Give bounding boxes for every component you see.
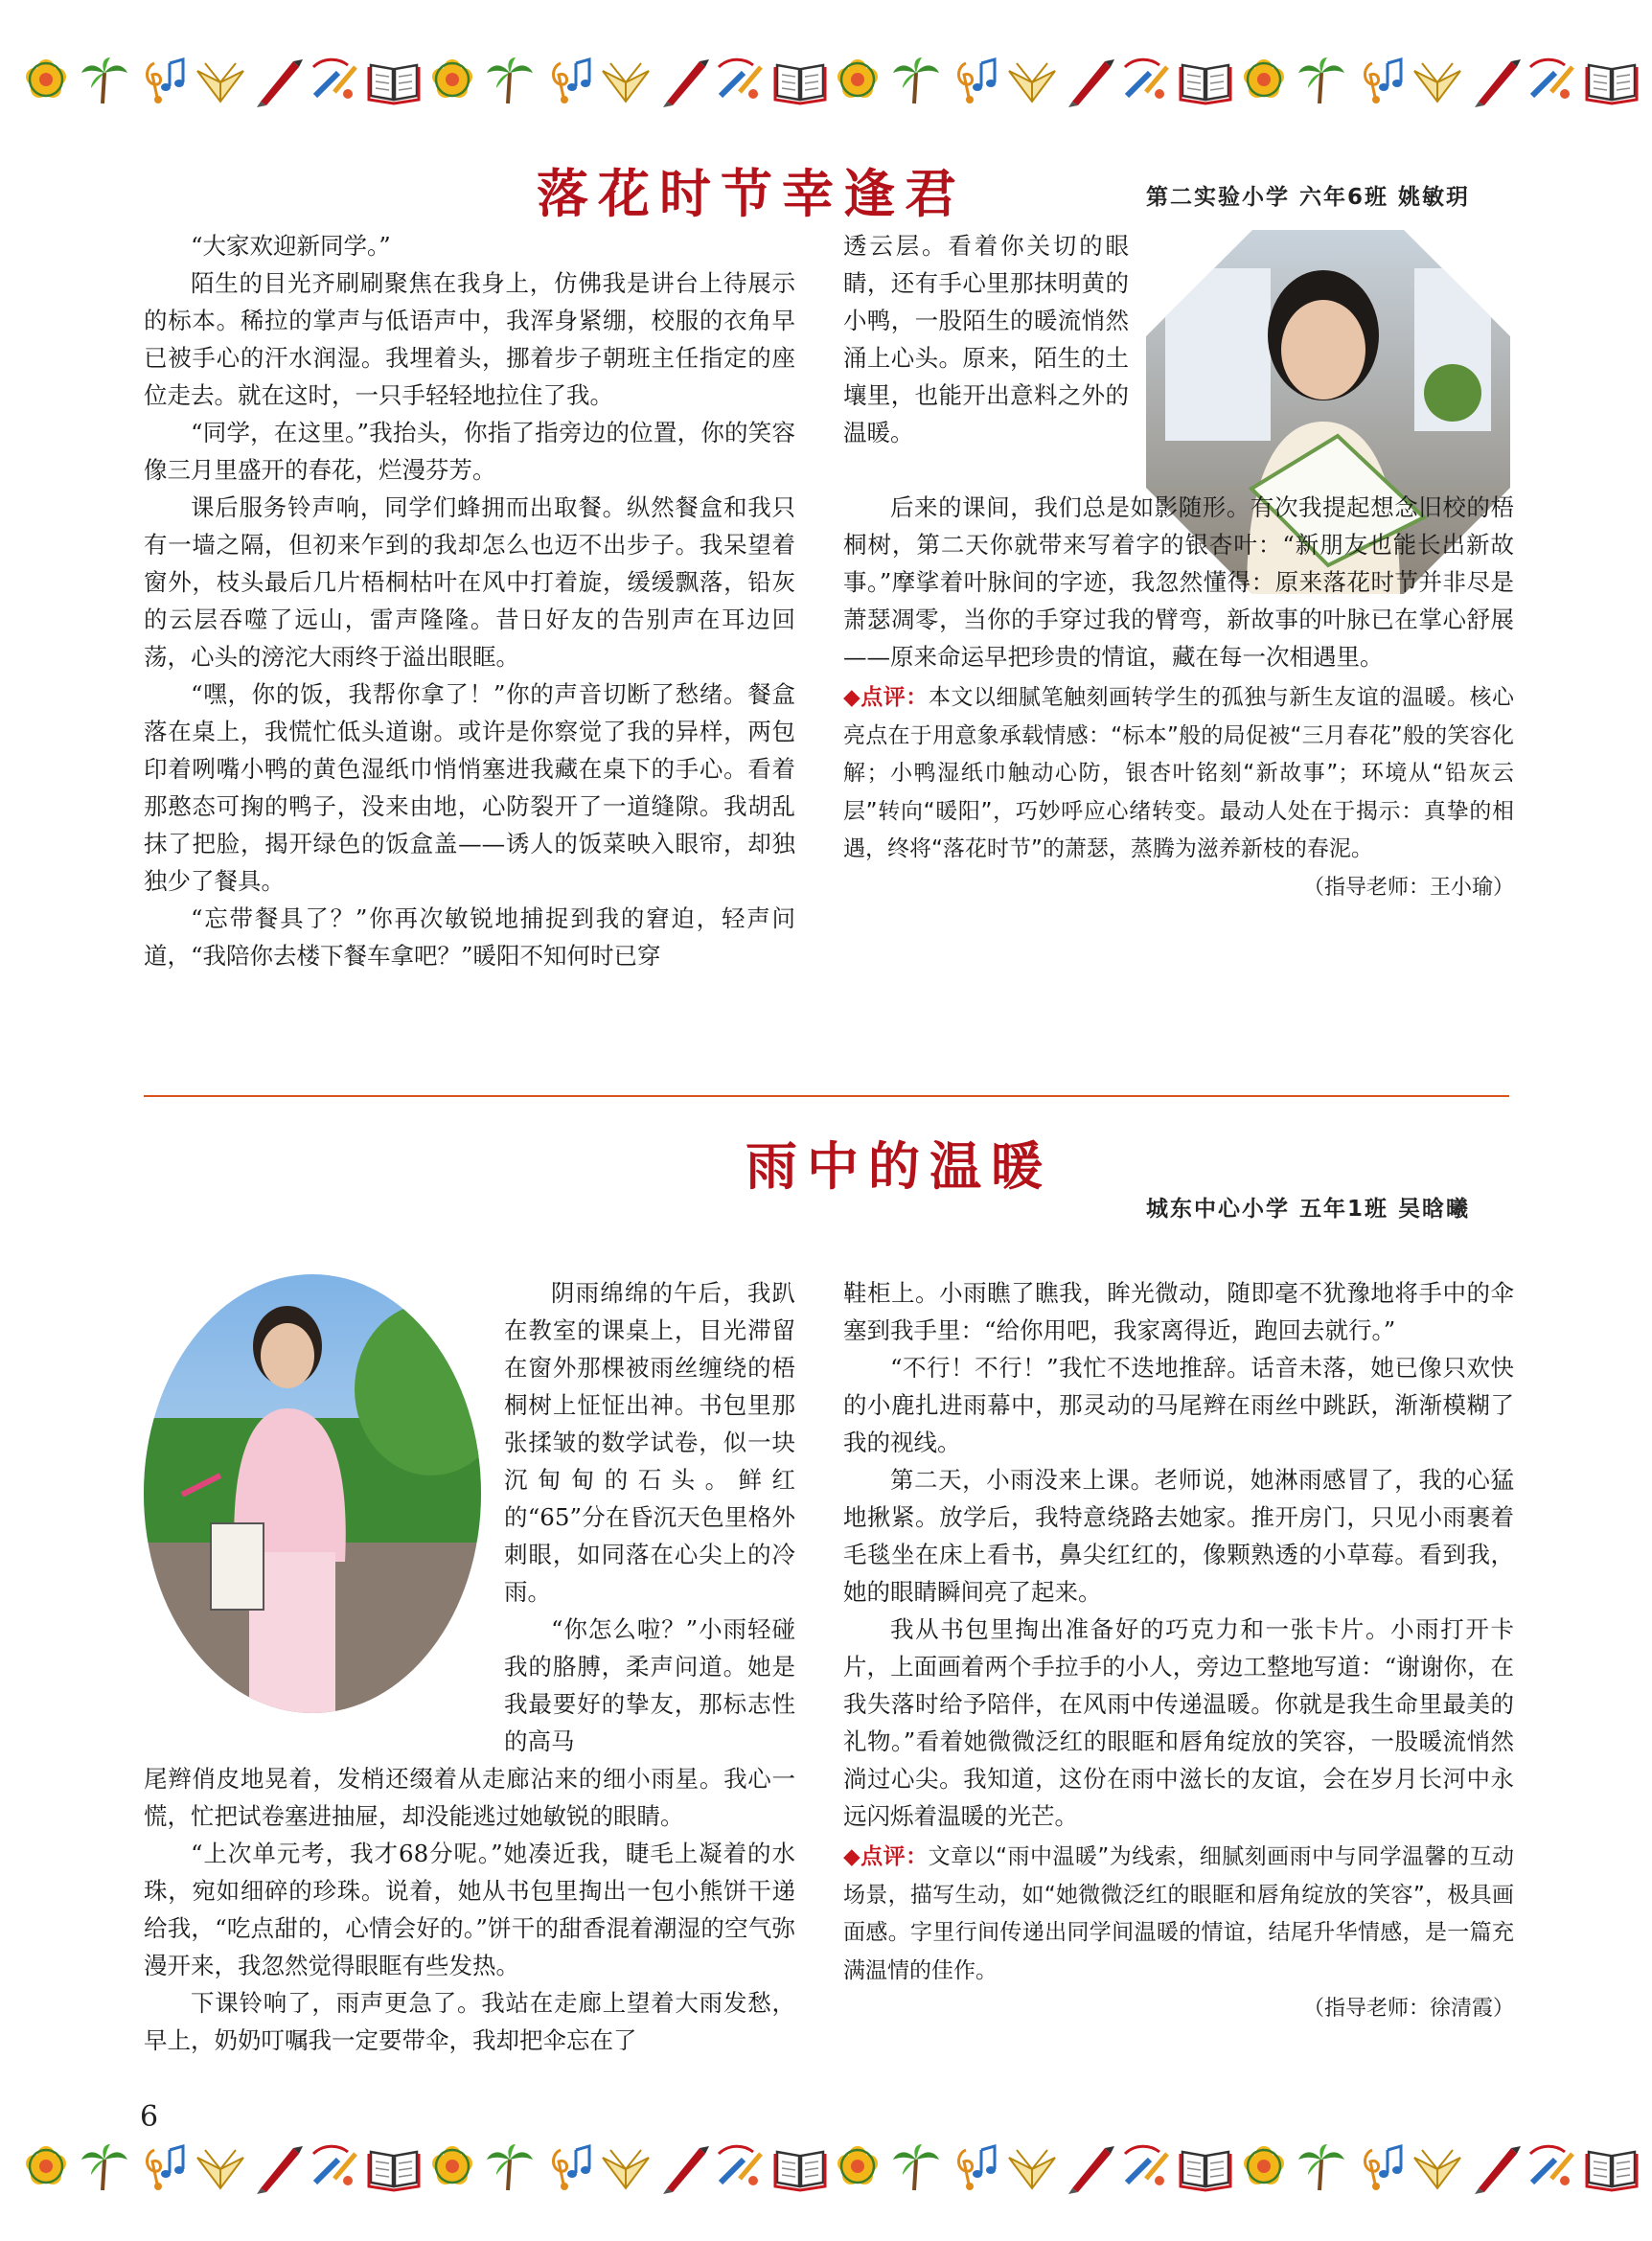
comment-label: ◆点评： bbox=[843, 685, 929, 710]
paragraph bbox=[144, 1611, 795, 1835]
ruler-pencil-icon bbox=[1526, 54, 1580, 107]
paper-boat-icon bbox=[1411, 54, 1464, 107]
article1-comment bbox=[843, 679, 1514, 869]
open-book-icon bbox=[1179, 2140, 1232, 2194]
flower-icon bbox=[19, 2140, 73, 2194]
pen-icon bbox=[657, 2140, 711, 2194]
paragraph: 陌生的目光齐刷刷聚焦在我身上，仿佛我是讲台上待展示的标本。稀拉的掌声与低语声中，我浑身紧绷，校服的衣角早已被手心的汗水润湿。我埋着头，挪着步子朝班主任指定的座位走去。就在这时，一只手轻轻地拉住了我。 bbox=[144, 269, 795, 409]
paragraph: “大家欢迎新同学。” bbox=[191, 232, 391, 260]
article2-comment bbox=[843, 1839, 1514, 1990]
paragraph: 课后服务铃声响，同学们蜂拥而出取餐。纵然餐盒和我只有一墙之隔，但初来乍到的我却怎么也迈不出步子。我呆望着窗外，枝头最后几片梧桐枯叶在风中打着旋，缓缓飘落，铅灰的云层吞噬了远山，雷声隆隆。昔日好友的告别声在耳边回荡，心头的滂沱大雨终于溢出眼眶。 bbox=[144, 493, 795, 671]
paragraph-part: “你怎么啦？”小雨轻碰我的胳膊，柔声问道。她是我最要好的挚友，那标志性的高马 bbox=[504, 1615, 795, 1755]
ruler-pencil-icon bbox=[715, 2140, 769, 2194]
music-note-icon bbox=[947, 2140, 1000, 2194]
palm-tree-icon bbox=[483, 2140, 537, 2194]
article1-byline: 第二实验小学 六年6班 姚敏玥 bbox=[1146, 185, 1471, 210]
top-decorative-border bbox=[19, 42, 1639, 119]
article2-left-column bbox=[144, 1611, 795, 2059]
pen-icon bbox=[657, 54, 711, 107]
article2-byline: 城东中心小学 五年1班 吴晗曦 bbox=[1146, 1197, 1471, 1222]
ruler-pencil-icon bbox=[1526, 2140, 1580, 2194]
music-note-icon bbox=[541, 54, 595, 107]
pen-icon bbox=[1469, 2140, 1523, 2194]
paper-boat-icon bbox=[194, 54, 247, 107]
ruler-pencil-icon bbox=[310, 54, 363, 107]
open-book-icon bbox=[1179, 54, 1232, 107]
article1-title: 落花时节幸逢君 bbox=[537, 164, 966, 224]
music-note-icon bbox=[541, 2140, 595, 2194]
pen-icon bbox=[251, 2140, 305, 2194]
flower-icon bbox=[1237, 54, 1291, 107]
paper-boat-icon bbox=[599, 54, 653, 107]
paragraph: “上次单元考，我才68分呢。”她凑近我，睫毛上凝着的水珠，宛如细碎的珍珠。说着，她从书包里掏出一包小熊饼干递给我，“吃点甜的，心情会好的。”饼干的甜香混着潮湿的空气弥漫开来，我忽然觉得眼眶有些发热。 bbox=[144, 1840, 795, 1979]
paragraph: 我从书包里掏出准备好的巧克力和一张卡片。小雨打开卡片，上面画着两个手拉手的小人，旁边工整地写道：“谢谢你，在我失落时给予陪伴，在风雨中传递温暖。你就是我生命里最美的礼物。”看着她微微泛红的眼眶和唇角绽放的笑容，一股暖流悄然淌过心尖。我知道，这份在雨中滋长的友谊，会在岁月长河中永远闪烁着温暖的光芒。 bbox=[843, 1615, 1514, 1830]
article2-left-column-top bbox=[504, 1274, 795, 1611]
open-book-icon bbox=[1585, 54, 1639, 107]
pen-icon bbox=[1063, 2140, 1116, 2194]
open-book-icon bbox=[1585, 2140, 1639, 2194]
flower-icon bbox=[831, 2140, 884, 2194]
article2-title: 雨中的温暖 bbox=[746, 1136, 1052, 1197]
palm-tree-icon bbox=[889, 54, 943, 107]
paragraph: 阴雨绵绵的午后，我趴在教室的课桌上，目光滞留在窗外那棵被雨丝缠绕的梧桐树上怔怔出神。书包里那张揉皱的数学试卷，似一块沉甸甸的石头。鲜红的“65”分在昏沉天色里格外刺眼，如同落在心尖上的冷雨。 bbox=[504, 1279, 795, 1606]
flower-icon bbox=[1237, 2140, 1291, 2194]
flower-icon bbox=[425, 2140, 479, 2194]
article2-teacher: （指导老师：徐清霞） bbox=[1302, 1997, 1514, 2021]
article1-right-column-top bbox=[843, 227, 1129, 451]
comment-text: 文章以“雨中温暖”为线索，细腻刻画雨中与同学温馨的互动场景，描写生动，如“她微微泛红的眼眶和唇角绽放的笑容”，极具画面感。字里行间传递出同学间温暖的情谊，结尾升华情感，是一篇充满温情的佳作。 bbox=[843, 1844, 1514, 1983]
palm-tree-icon bbox=[78, 2140, 131, 2194]
page-number: 6 bbox=[140, 2100, 159, 2134]
music-note-icon bbox=[135, 54, 189, 107]
paragraph-part: 尾辫俏皮地晃着，发梢还缀着从走廊沾来的细小雨星。我心一慌，忙把试卷塞进抽屉，却没能逃过她敏锐的眼睛。 bbox=[144, 1765, 795, 1830]
paper-boat-icon bbox=[1005, 54, 1059, 107]
paper-boat-icon bbox=[1411, 2140, 1464, 2194]
ruler-pencil-icon bbox=[715, 54, 769, 107]
paragraph: “同学，在这里。”我抬头，你指了指旁边的位置，你的笑容像三月里盛开的春花，烂漫芬芳。 bbox=[144, 419, 795, 484]
pen-icon bbox=[1063, 54, 1116, 107]
comment-label: ◆点评： bbox=[843, 1844, 929, 1869]
music-note-icon bbox=[1353, 2140, 1407, 2194]
bottom-decorative-border bbox=[19, 2129, 1639, 2206]
article1-right-column bbox=[843, 489, 1514, 906]
music-note-icon bbox=[1353, 54, 1407, 107]
paper-boat-icon bbox=[1005, 2140, 1059, 2194]
paper-boat-icon bbox=[599, 2140, 653, 2194]
open-book-icon bbox=[773, 2140, 827, 2194]
ruler-pencil-icon bbox=[310, 2140, 363, 2194]
flower-icon bbox=[425, 54, 479, 107]
flower-icon bbox=[831, 54, 884, 107]
article1-left-column bbox=[144, 227, 795, 974]
music-note-icon bbox=[135, 2140, 189, 2194]
ruler-pencil-icon bbox=[1121, 2140, 1175, 2194]
paragraph: “忘带餐具了？”你再次敏锐地捕捉到我的窘迫，轻声问道，“我陪你去楼下餐车拿吧？”暖阳不知何时已穿 bbox=[144, 904, 795, 970]
palm-tree-icon bbox=[889, 2140, 943, 2194]
paragraph: “不行！不行！”我忙不迭地推辞。话音未落，她已像只欢快的小鹿扎进雨幕中，那灵动的马尾辫在雨丝中跳跃，渐渐模糊了我的视线。 bbox=[843, 1354, 1514, 1456]
ruler-pencil-icon bbox=[1121, 54, 1175, 107]
music-note-icon bbox=[947, 54, 1000, 107]
comment-text: 本文以细腻笔触刻画转学生的孤独与新生友谊的温暖。核心亮点在于用意象承载情感：“标本”般的局促被“三月春花”般的笑容化解；小鸭湿纸巾触动心防，银杏叶铭刻“新故事”；环境从“铅灰云层”转向“暖阳”，巧妙呼应心绪转变。最动人处在于揭示：真挚的相遇，终将“落花时节”的萧瑟，蒸腾为滋养新枝的春泥。 bbox=[843, 685, 1514, 861]
open-book-icon bbox=[367, 54, 421, 107]
palm-tree-icon bbox=[78, 54, 131, 107]
paper-boat-icon bbox=[194, 2140, 247, 2194]
article2-right-column bbox=[843, 1274, 1514, 2027]
paragraph: 第二天，小雨没来上课。老师说，她淋雨感冒了，我的心猛地揪紧。放学后，我特意绕路去她家。推开房门，只见小雨裹着毛毯坐在床上看书，鼻尖红红的，像颗熟透的小草莓。看到我，她的眼睛瞬间亮了起来。 bbox=[843, 1466, 1514, 1606]
paragraph: 后来的课间，我们总是如影随形。有次我提起想念旧校的梧桐树，第二天你就带来写着字的银杏叶：“新朋友也能长出新故事。”摩挲着叶脉间的字迹，我忽然懂得：原来落花时节并非尽是萧瑟凋零，当你的手穿过我的臂弯，新故事的叶脉已在掌心舒展——原来命运早把珍贵的情谊，藏在每一次相遇里。 bbox=[843, 493, 1514, 671]
paragraph: “嘿，你的饭，我帮你拿了！”你的声音切断了愁绪。餐盒落在桌上，我慌忙低头道谢。或许是你察觉了我的异样，两包印着咧嘴小鸭的黄色湿纸巾悄悄塞进我藏在桌下的手心。看着那憨态可掬的鸭子，没来由地，心防裂开了一道缝隙。我胡乱抹了把脸，揭开绿色的饭盒盖——诱人的饭菜映入眼帘，却独独少了餐具。 bbox=[144, 680, 795, 895]
pen-icon bbox=[1469, 54, 1523, 107]
article-divider bbox=[144, 1095, 1509, 1097]
paragraph: 透云层。看着你关切的眼睛，还有手心里那抹明黄的小鸭，一股陌生的暖流悄然涌上心头。原来，陌生的土壤里，也能开出意料之外的温暖。 bbox=[843, 232, 1129, 446]
palm-tree-icon bbox=[1295, 54, 1348, 107]
paragraph: 下课铃响了，雨声更急了。我站在走廊上望着大雨发愁，早上，奶奶叮嘱我一定要带伞，我却把伞忘在了 bbox=[144, 1989, 795, 2054]
article1-teacher: （指导老师：王小瑜） bbox=[1302, 875, 1514, 900]
pen-icon bbox=[251, 54, 305, 107]
open-book-icon bbox=[367, 2140, 421, 2194]
paragraph: 鞋柜上。小雨瞧了瞧我，眸光微动，随即毫不犹豫地将手中的伞塞到我手里：“给你用吧，我家离得近，跑回去就行。” bbox=[843, 1279, 1514, 1344]
open-book-icon bbox=[773, 54, 827, 107]
flower-icon bbox=[19, 54, 73, 107]
palm-tree-icon bbox=[483, 54, 537, 107]
palm-tree-icon bbox=[1295, 2140, 1348, 2194]
